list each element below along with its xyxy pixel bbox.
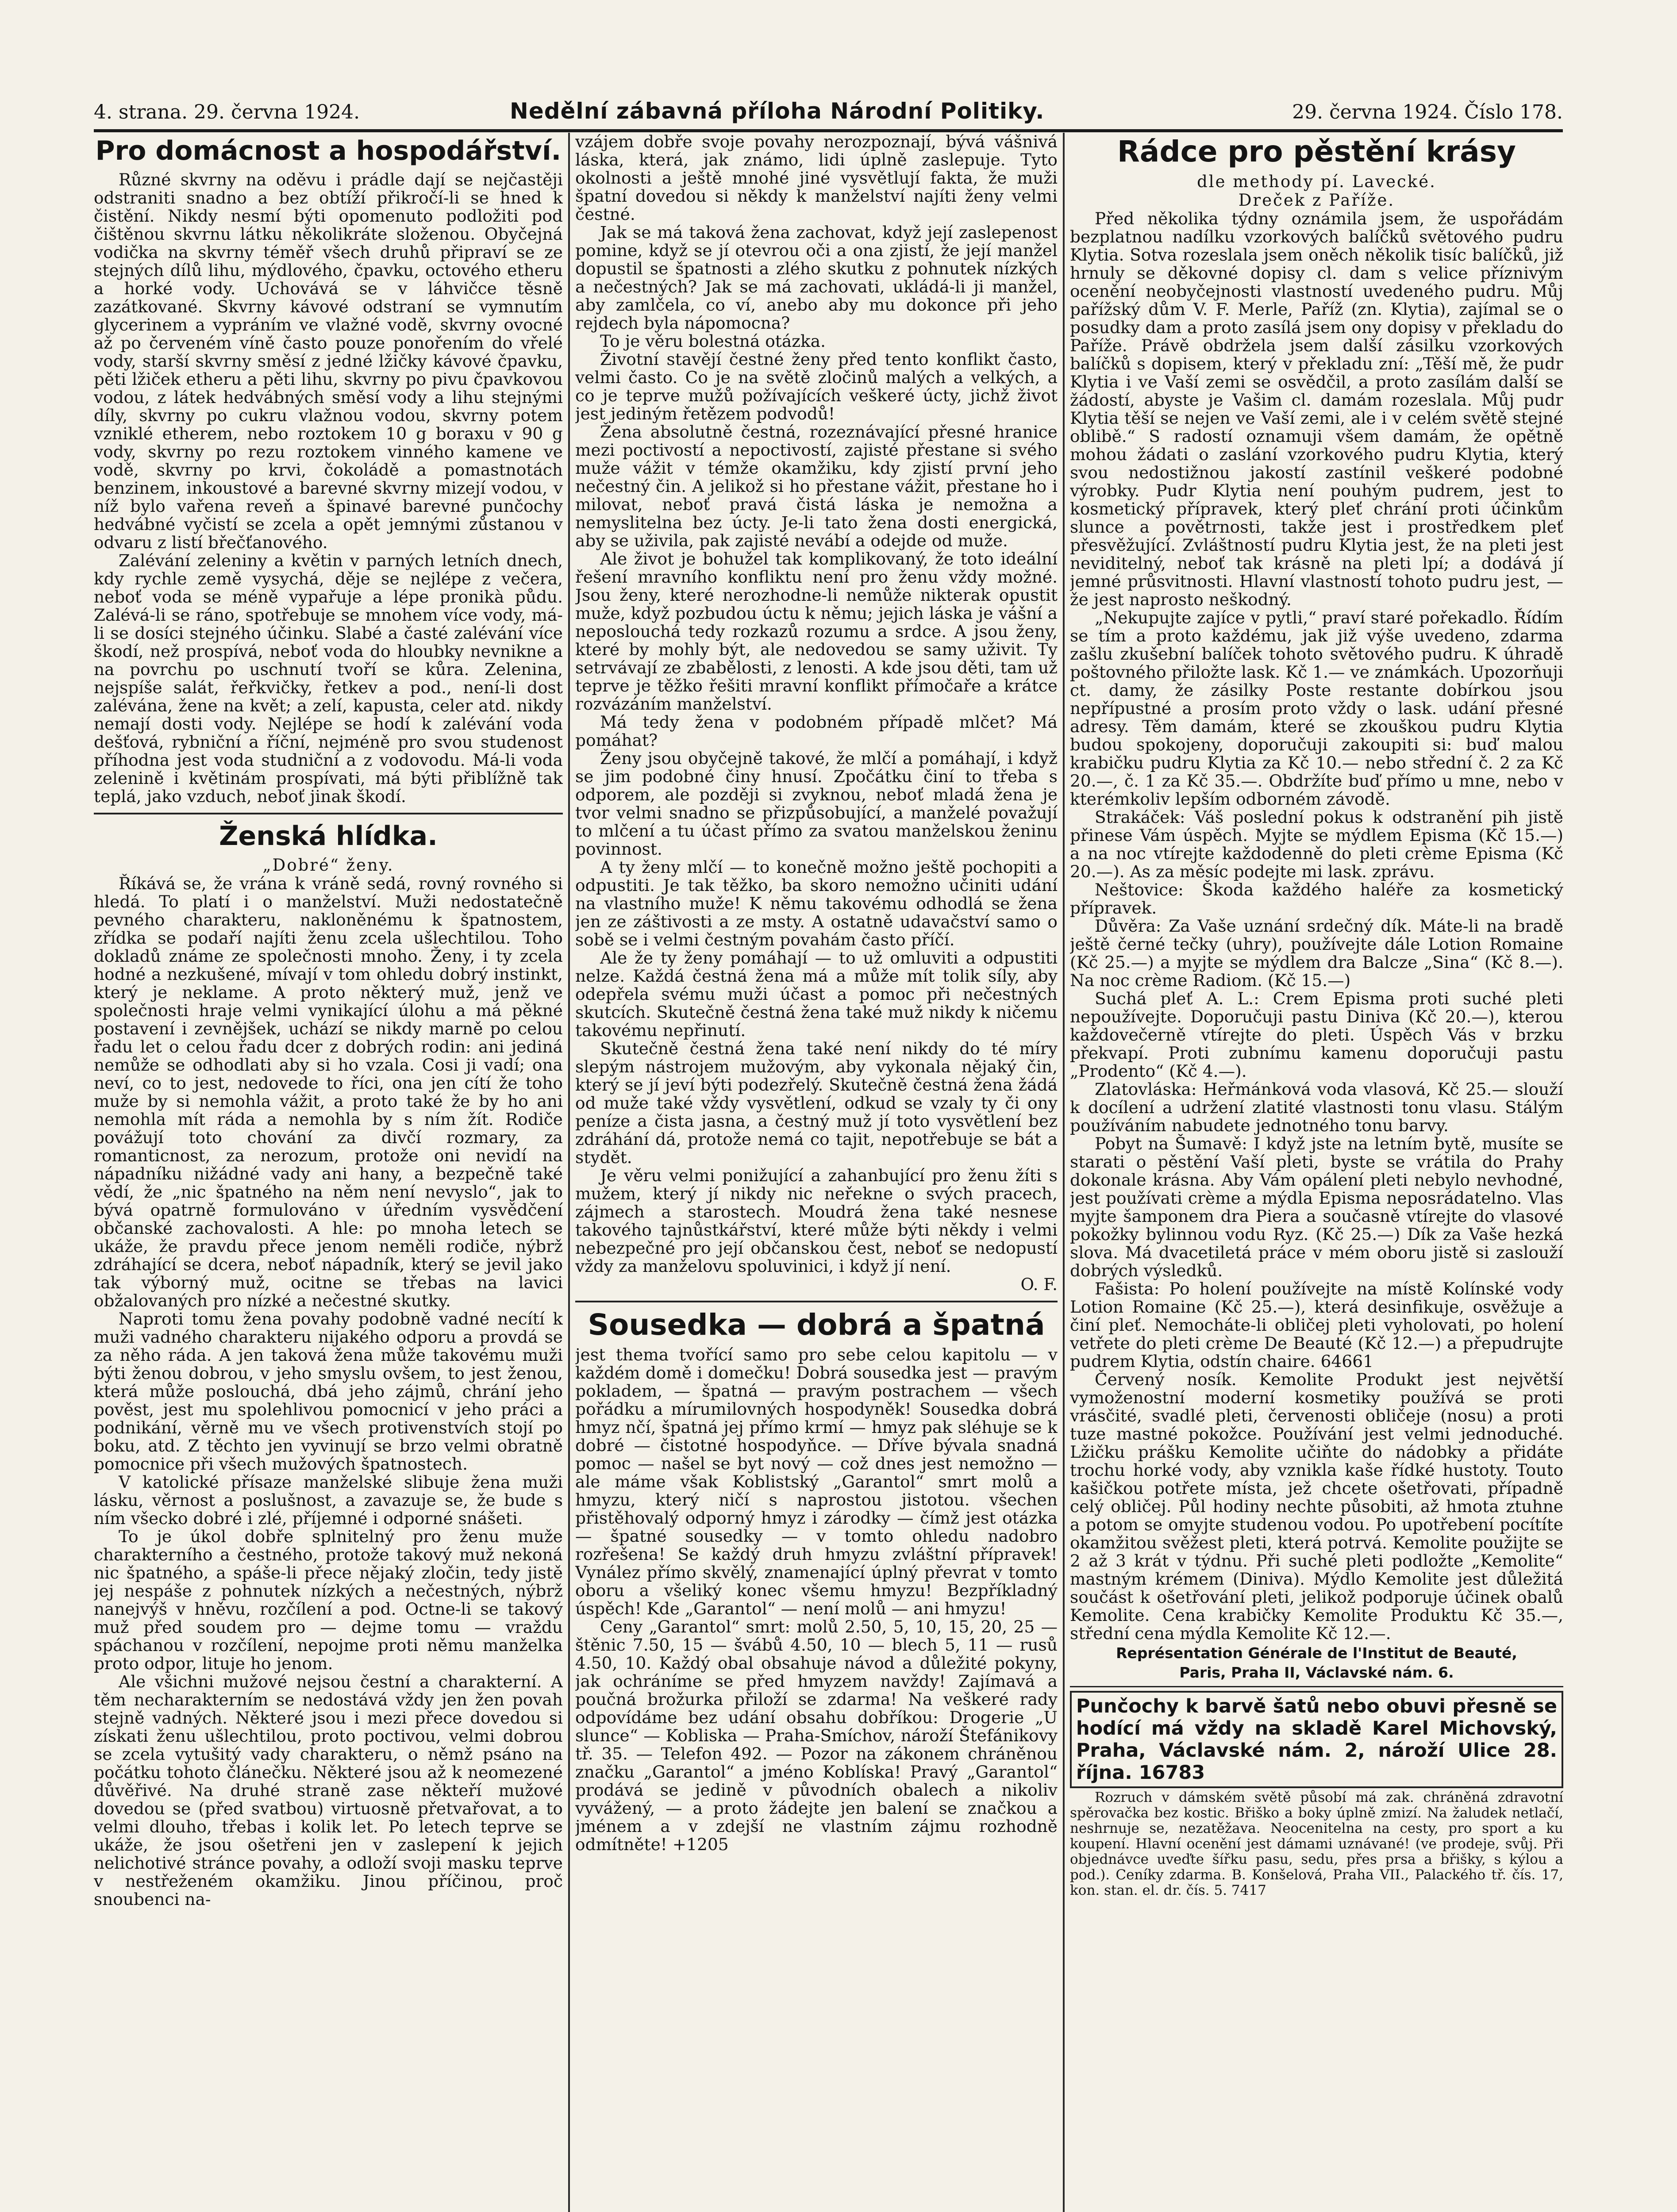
stockings-advert-text: Punčochy k barvě šatů nebo obuvi přesně se hodící má vždy na skladě Karel Michovský, Praha, Václavské nám. 2, nároží Ulice 28. října. 16783 (1076, 1695, 1557, 1784)
section-title-beauty-advisor: Rádce pro pěstění krásy (1117, 134, 1516, 169)
section-separator (94, 813, 563, 814)
article-paragraph: Ale všichni mužové nejsou čestní a charakterní. A těm necharakterním se nedostává vždy jen žen povah stejně vadných. Některé jsou i mezi přece dovedou si získati ženu ušlechtilou, proto poctivou, velmi dobrou se zcela vytušitý vady charakteru, o němž psáno na počátku tohoto článečku. Některé jsou až k neomezené důvěřivé. Na druhé straně zase někteří mužové dovedou se (před svatbou) virtuosně přetvařovat, a to velmi dlouho, třebas i kolik let. Po letech teprve se ukáže, že jsou ošetřeni jen v zaslepení k jejich nelichotivé stránce povahy, a odloží svoji masku teprve v nestřeženém okamžiku. Jinou příčinou, proč snoubenci na- (94, 1672, 563, 1909)
article-paragraph: Má tedy žena v podobném případě mlčet? Má pomáhat? (575, 712, 1058, 750)
column-left (94, 133, 563, 2212)
reader-reply: Pobyt na Šumavě: I když jste na letním bytě, musíte se starati o pěstění Vaší pleti, byste se vrátila do Prahy dokonale krásna. Aby Vám opálení pleti nebylo nevhodné, jest používati crème a mýdla Episma neposrádatelno. Vlas myjte šamponem dra Piera a současně vtírejte do vlasové pokožky bylinnou vodu Ryz. (Kč 25.—) Dík za Vaše hezká slova. Má dvacetiletá práce v mém oboru jistě si zaslouží dobrých výsledků. (1070, 1134, 1563, 1280)
corset-advert (1070, 1790, 1563, 1898)
reader-reply: Strakáček: Váš poslední pokus k odstranění pih jistě přinese Vám úspěch. Myjte se mýdlem Episma (Kč 15.—) a na noc vtírejte každodenně do pleti crème Episma (Kč 20.—). As za měsíc podejte mi lask. zprávu. (1070, 807, 1563, 881)
article-paragraph: To je věru bolestná otázka. (600, 331, 826, 351)
section-title-neighbour: Sousedka — dobrá a špatná (588, 1308, 1045, 1342)
reader-reply: Neštovice: Škoda každého haléře za kosmetický přípravek. (1070, 880, 1563, 918)
advert-paragraph: jest thema tvořící samo pro sebe celou kapitolu — v každém domě i domečku! Dobrá sousedka jest — pravým pokladem, — špatná — pravým postrachem — všech pořádku a mírumilovných hospodyněk! Sousedka dobrá hmyz nčí, špatná jej přímo krmí — hmyz pak sléhuje se k dobré — čistotné hospodyňce. — Dříve bývala snadná pomoc — našel se byt nový — což dnes jest nemožno — ale máme však Koblistský „Garantol“ smrt molů a hmyzu, který ničí s naprostou jistotou. všechen přistěhovalý odporný hmyz i zárodky — čímž jest otázka — špatné sousedky — v tomto ohledu nadobro rozřešena! Se každý druh hmyzu zvláštní přípravek! Vynález přímo skvělý, znamenající úplný převrat v tomto oboru a všeliký konec všemu hmyzu! Bezpříkladný úspěch! Kde „Garantol“ — není molů — ani hmyzu! (575, 1345, 1058, 1618)
article-paragraph: To je úkol dobře splnitelný pro ženu muže charakterního a čestného, protože takový muž nekoná nic špatného, a spáše-li přece nějaký zločin, tedy jistě jej nespáše z pohnutek nízkých a nečestných, nýbrž nanejvýš v hněvu, rozčílení a pod. Octne-li se takový muž před soudem pro — dejme tomu — vraždu spáchanou v rozčílení, nepojme proti němu manželka proto odpor, lituje ho jenom. (94, 1527, 563, 1673)
article-paragraph: Zalévání zeleniny a květin v parných letních dnech, kdy rychle země vysychá, děje se nejlépe z večera, neboť voda se méně vypařuje a lépe pronikà půdu. Zalévá-li se ráno, spotřebuje se mnohem více vody, má-li se dosíci stejného účinku. Slabé a časté zalévání více škodí, než prospívá, neboť voda do hloubky nevnikne a na povrchu po uschnutí tvoří se kůra. Zelenina, nejspíše salát, řeřkvičky, řetkev a pod., není-li dost zalévána, žene na květ; a zelí, kapusta, celer atd. nikdy nemají dosti vody. Nejlépe se hodí k zalévání voda dešťová, rybniční a říční, nejméně pro svou studenost příhodna jest voda studniční a z vodovodu. Má-li voda zelenině i květinám prospívati, má býti přiblížně tak teplá, jako vzduch, neboť jinak škodí. (94, 551, 563, 806)
section-subtitle: „Dobré“ ženy. (262, 856, 394, 875)
article-paragraph: Žena absolutně čestná, rozeznávající přesné hranice mezi poctivostí a nepoctivostí, zajisté přestane si svého muže vážit v témže okamžiku, kdy zjistí první jeho nečestný čin. A jelikož si ho přestane vážit, přestane ho i milovat, neboť pravá čistá láska je nemožna a nemyslitelna bez úcty. Je-li tato žena dosti energická, aby se uživila, pak zajisté nevábí a odejde od muže. (575, 422, 1058, 550)
representation-address: Paris, Praha II, Václavské nám. 6. (1179, 1664, 1454, 1681)
section-title-womens-watch: Ženská hlídka. (219, 821, 438, 852)
reader-reply: Zlatovláska: Heřmánková voda vlasová, Kč 25.— slouží k docílení a udržení zlatité vlastnosti tonu vlasu. Stálým používáním nabudete jednotného tonu barvy. (1070, 1079, 1563, 1135)
article-paragraph: Naproti tomu žena povahy podobně vadné necítí k muži vadného charakteru nijakého odporu a provdá se za něho ráda. A jen taková žena může takovému muži býti ženou dobrou, v jeho smyslu ovšem, to jest ženou, která může poslouchá, dbá jeho zájmů, chrání jeho pověst, jest mu spolehlivou pomocnicí v jeho práci a podnikání, věrně mu ve všech protivenstvích stojí po boku, atd. Z těchto jen vyvinují se brzo velmi obratně pomocnice při všech mužových špatnostech. (94, 1309, 563, 1474)
header-issue-number: 29. června 1924. Číslo 178. (1292, 101, 1563, 123)
advert-paragraph: Ceny „Garantol“ smrt: molů 2.50, 5, 10, 15, 20, 25 — štěnic 7.50, 15 — švábů 4.50, 10 — blech 5, 11 — rusů 4.50, 10. Každý obal obsahuje návod a důležité pokyny, jak ochráníme se před hmyzem navždy! Zajímavá a poučná brožurka přiloží se zdarma! Na veškeré rady odpovídáme bez udání obsahu dobříkou: Drogerie „U slunce“ — Kobliska — Praha-Smíchov, nároží Štefánikovy tř. 35. — Telefon 492. — Pozor na zákonem chráněnou značku „Garantol“ a jméno Koblíska! Pravý „Garantol“ prodává se jedině v původních obalech a nikoliv vyvážený, — a proto žádejte jen balení se značkou a jménem a v zdejší ne vlastním zájmu rozhodně odmítněte! +1205 (575, 1617, 1058, 1854)
stockings-advert-box (1070, 1691, 1563, 1788)
representation-line: Représentation Générale de l'Institut de Beauté, (1116, 1644, 1517, 1662)
article-paragraph: Ale že ty ženy pomáhají — to už omluviti a odpustiti nelze. Každá čestná žena má a může mít tolik síly, aby odepřela svému muži účast a pomoc při nečestných skutcích. Skutečně čestná žena také muž nikdy k ničemu takovému nepřinutí. (575, 948, 1058, 1040)
corset-advert-text: Rozruch v dámském světě působí má zak. chráněná zdravotní spěrovačka bez kostic. Břiško a boky úplně zmizí. Na žaludek netlačí, neshrnuje se, nezatěžava. Neocenitelna na cesty, pro sport a ku koupení. Hlavní ocenění jest dámami uznávané! (ve prodeje, svůj. Při objednávce uveďte šířku pasu, sedu, přes prsa a břišky, s kýlou a pod.). Ceníky zdarma. B. Konšelová, Praha VII., Palackého tř. čís. 17, kon. stan. el. dr. čís. 5. 7417 (1070, 1790, 1563, 1898)
article-paragraph: V katolické přísaze manželské slibuje žena muži lásku, věrnost a poslušnost, a zavazuje se, že bude s ním všecko dobré i zlé, příjemné i odporné snášeti. (94, 1472, 563, 1528)
section-separator (575, 1301, 1058, 1302)
article-paragraph: Je věru velmi ponižující a zahanbující pro ženu žíti s mužem, který jí nikdy nic neřekne o svých pracech, zájmech a starostech. Moudrá žena také nesnese takového tajnůstkářství, které může býti někdy i velmi nebezpečné pro její občanskou čest, neboť se nedopustí vždy za manželovu spoluvinici, i když jí není. (575, 1166, 1058, 1276)
article-paragraph: vzájem dobře svoje povahy nerozpoznají, bývá vášnivá láska, která, jak známo, lidi úplně zaslepuje. Tyto okolnosti a ještě mnohé jiné vysvětlují fakta, že muži špatní dovedou si někdy k manželství najíti ženy velmi čestné. (575, 133, 1058, 224)
author-signature: O. F. (1020, 1275, 1058, 1294)
article-paragraph: Skutečně čestná žena také není nikdy do té míry slepým nástrojem mužovým, aby vykonala nějaký čin, který se jí jeví býti podezřelý. Skutečně čestná žena žádá od muže také vždy vysvětlení, odkud se vzaly ty či ony peníze a čista jasna, a čestný muž jí toto vysvětlení bez zdráhání dá, protože nemá co tajit, nepotřebuje se bát a stydět. (575, 1039, 1058, 1167)
header-publication-title: Nedělní zábavná příloha Národní Politiky. (510, 98, 1045, 124)
article-paragraph: Různé skvrny na oděvu i prádle dají se nejčastěji odstraniti snadno a bez obtíží přikročí-li se hned k čistění. Nikdy nesmí býti opomenuto podložiti pod čištěnou skvrnu látku několikráte složenou. Obyčejná vodička na skvrny téměř všech druhů připraví se ze stejných dílů lihu, mýdlového, čpavku, octového etheru a horké vody. Uchovává se v láhvičce těsně zazátkované. Skvrny kávové odstraní se vymnutím glycerinem a vypráním ve vlažné vodě, skvrny ovocné až po červeném víně často pouze ponořením do vřelé vody, starší skvrny směsí z jedné lžičky kávové čpavku, pěti lžiček etheru a pěti lihu, skvrny po pivu čpavkovou vodou, z látek hedvábných směsí vody a lihu stejnými díly, skvrny po cukru vlažnou vodou, skvrny potem vzniklé etherem, nebo roztokem 10 g boraxu v 90 g vody, skvrny po rezu roztokem vinného kamene ve vodě, skvrny po krvi, čokoládě a pomastnotách benzinem, inkoustové a barevné skvrny mizejí vodou, v níž bylo vařena reveň a špinavé barevné punčochy hedvábné vyčistí se zcela a opět jemnými zůstanou v odvaru z listí břečťanového. (94, 170, 563, 552)
section-title-household: Pro domácnost a hospodářství. (95, 135, 562, 166)
section-subtitle: dle methody pí. Lavecké. (1197, 172, 1436, 191)
section-separator (1070, 1686, 1563, 1687)
page-header (94, 98, 1563, 132)
article-paragraph: Ženy jsou obyčejně takové, že mlčí a pomáhají, i když se jim podobné činy hnusí. Zpočátku činí to třeba s odporem, ale později si zvyknou, neboť mladá žena je tvor velmi snadno se přizpůsobující, a manželé považují to mlčení a tu účast přímo za svatou manželskou ženinu povinnost. (575, 749, 1058, 859)
column-middle (575, 133, 1058, 2212)
article-paragraph: Před několika týdny oznámila jsem, že uspořádám bezplatnou nadílku vzorkových balíčků světového pudru Klytia. Sotva rozeslala jsem oněch několik tisíc balíčků, již hrnuly se děkovné dopisy cl. dam s velice příznivým ocenění neobyčejnosti vlastností uvedeného pudru. Můj pařížský dům V. F. Merle, Paříž (zn. Klytia), zajímal se o posudky dam a proto zasílá jsem ony dopisy v překladu do Paříže. Právě obdržela jsem další zásilku vzorkových balíčků s dopisem, který v překladu zní: „Těší mě, že pudr Klytia i ve Vaší zemi se osvědčil, a proto zasílám další se žádostí, abyste je Vašim cl. damám rozeslala. Můj pudr Klytia těší se nejen ve Vaší zemi, ale i v celém světě stejné oblibě.“ S radostí oznamuji všem damám, že opětně mohou žádati o zaslání vzorkového pudru Klytia, který svou nedostižnou jakostí zastínil veškeré podobné výrobky. Pudr Klytia není pouhým pudrem, jest to kosmetický přípravek, který pleť chrání proti účinkům slunce a povětrnosti, takže jest i prostředkem pleť přesvěžující. Zvláštností pudru Klytia jest, že na pleti jest neviditelný, neboť tak krásně na pleti lpí; a dodává jí jemné průsvitnosti. Hlavní vlastností tohoto pudru jest, — že jest naprosto neškodný. (1070, 209, 1563, 609)
reader-reply: Suchá pleť A. L.: Crem Episma proti suché pleti nepoužívejte. Doporučuji pastu Diniva (Kč 20.—), kterou každovečerně vtírejte do pleti. Úspěch Vás v brzku překvapí. Proti zubnímu kamenu doporučuji pastu „Prodento“ (Kč 4.—). (1070, 989, 1563, 1081)
reader-reply: Fašista: Po holení používejte na místě Kolínské vody Lotion Romaine (Kč 25.—), která desinfikuje, osvěžuje a činí pleť. Nemocháte-li obličej pleti vyholovati, po holení vetřete do pleti crème De Beauté (Kč 12.—) a přepudrujte pudrem Klytia, odstín chaire. 64661 (1070, 1279, 1563, 1371)
column-divider (568, 133, 570, 2212)
article-paragraph: Životní stavějí čestné ženy před tento konflikt často, velmi často. Co je na světě zločinů malých a velkých, a co je teprve mužů požívajících veškeré úcty, jichž život jest jediným řetězem podvodů! (575, 349, 1058, 423)
article-paragraph: Ale život je bohužel tak komplikovaný, že toto ideální řešení mravního konfliktu není pro ženu vždy možné. Jsou ženy, které nerozhodne-li nemůže nikterak opustit muže, když pozbudou úctu k němu; jejich láska je vášní a neposlouchá tedy rozkazů rozumu a srdce. A jsou ženy, které by mohly být, ale nedovedou se samy uživit. Ty setrvávají ze zbabělosti, z lenosti. A kde jsou děti, tam už teprve je těžko řešiti mravní konflikt přímočaře a krátce rozvázáním manželství. (575, 549, 1058, 714)
section-subtitle: Dreček z Paříže. (1238, 191, 1395, 210)
article-paragraph: A ty ženy mlčí — to konečně možno ještě pochopiti a odpustiti. Je tak těžko, ba skoro nemožno učiniti udání na vlastního muže! K němu takovému odhodlá se žena jen ze záštivosti a ze msty. A ostatně udavačství samo o sobě se i velmi čestným povahám často příčí. (575, 857, 1058, 949)
reader-reply: Důvěra: Za Vaše uznání srdečný dík. Máte-li na bradě ještě černé tečky (uhry), používejte dále Lotion Romaine (Kč 25.—) a myjte se mýdlem dra Balcze „Sina“ (Kč 8.—). Na noc crème Radiom. (Kč 15.—) (1070, 916, 1563, 990)
header-date-left: 4. strana. 29. června 1924. (94, 101, 360, 123)
column-divider (1063, 133, 1065, 2212)
reader-reply: Červený nosík. Kemolite Produkt jest největší vymoženostní moderní kosmetiky používá se proti vrásčité, svadlé pleti, červenosti obličeje (nosu) a proti tuze mastné pokožce. Používání jest velmi jednoduché. Lžičku prášku Kemolite učiňte do nádobky a přidáte trochu horké vody, aby vznikla kaše řídké hustoty. Touto kašičkou potřete místa, jež chcete ošetřovati, případně celý obličej. Půl hodiny nechte působiti, až hmota ztuhne a potom se omyjte studenou vodou. Po upotřebení pocítíte okamžitou svěžest pleti, která potrvá. Kemolite použijte se 2 až 3 krát v týdnu. Při suché pleti podložte „Kemolite“ mastným krémem (Diniva). Mýdlo Kemolite jest důležitá součást k ošetřování pleti, jelikož podporuje účinek obalů Kemolite. Cena krabičky Kemolite Produktu Kč 35.—, střední cena mýdla Kemolite Kč 12.—. (1070, 1370, 1563, 1643)
column-right (1070, 133, 1563, 2212)
article-paragraph: „Nekupujte zajíce v pytli,“ praví staré pořekadlo. Řídím se tím a proto každému, jak již výše uvedeno, zdarma zašlu zkušební balíček tohoto světového pudru. K úhradě poštovného přiložte lask. Kč 1.— ve známkách. Upozorňuji ct. damy, že zásilky Poste restante dobírkou jsou nepřípustné a prosím proto vždy o lask. udání přesné adresy. Těm damám, které se zkouškou pudru Klytia budou spokojeny, doporučuji zakoupiti si: buď malou krabičku pudru Klytia za Kč 10.— nebo střední č. 2 za Kč 20.—, č. 1 za Kč 35.—. Obdržíte buď přímo u mne, nebo v kterémkoliv lepším odborném závodě. (1070, 608, 1563, 809)
article-paragraph: Říkává se, že vrána k vráně sedá, rovný rovného si hledá. To platí i o manželství. Muži nedostatečně pevného charakteru, nakloněnému k špatnostem, zřídka se podaří najíti ženu zcela ušlechtilou. Toho dokladů známe ze společnosti mnoho. Ženy, i ty zcela hodné a nezkušené, mívají v tom ohledu dobrý instinkt, který je neklame. A proto některý muž, jenž ve společnosti hraje velmi vynikající úlohu a má pěkné postavení i zevnějšek, uchází se nikdy marně po celou řadu let o celou řadu dcer z dobrých rodin: ani jediná nemůže se odhodlati aby si ho vzala. Cosi ji vadí; ona neví, co to jest, nedovede to říci, ona jen cítí že toho muže by si nemohla vážit, a proto také že by ho ani nemohla mít ráda a nemohla by s ním žít. Rodiče povážují toto chování za divčí rozmary, za romanticnost, za nerozum, protože oni nevidí na nápadníku nižádné vady ani hany, a bezpečně také vědí, že „nic špatného na něm není nevyslo“, jak to bývá opatrně formulováno v úředním vysvědčení občanské zachovalosti. A hle: po mnoha letech se ukáže, že pravdu přece jenom neměli rodiče, nýbrž zdráhající se dcera, neboť nápadník, který se jevil jako tak výborný muž, ocitne se třebas na lavici obžalovaných pro nízké a nečestné skutky. (94, 874, 563, 1310)
article-paragraph: Jak se má taková žena zachovat, když její zaslepenost pomine, když se jí otevrou oči a ona zjistí, že její manžel dopustil se špatnosti a zlého skutku z pohnutek nízkých a nečestných? Jak se má zachovati, ukládá-li ji manžel, aby zamlčela, co ví, anebo aby mu dokonce při jeho rejdech byla nápomocna? (575, 223, 1058, 333)
